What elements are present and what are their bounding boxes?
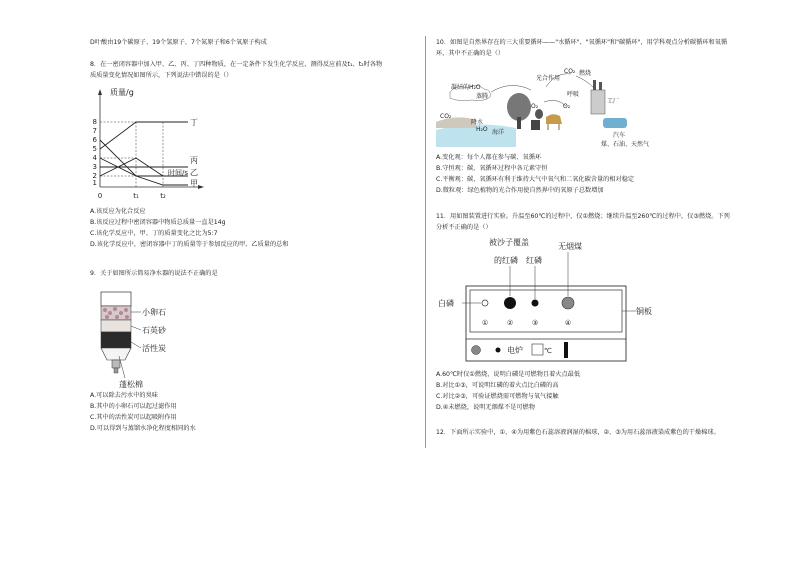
label-condensed-h2o: 凝结的H₂O	[451, 84, 481, 91]
y-axis-title: 质量/g	[110, 88, 134, 97]
q9-option-d: D.可以得到与蒸馏水净化程度相同的水	[90, 425, 196, 432]
top-line: D叶酸由19个碳原子、19个氢原子、7个氮原子和6个氧原子构成	[90, 39, 267, 46]
label-co2-left: CO₂	[440, 113, 452, 120]
q9-option-a: A.可以除去污水中的臭味	[90, 392, 158, 399]
label-electric-furnace: 电炉	[507, 346, 523, 355]
position-2: ②	[506, 319, 514, 327]
label-combustion: 燃烧	[579, 70, 592, 77]
filter-label-carbon: 活性炭	[142, 344, 166, 353]
x-tick-t1: t₁	[133, 192, 139, 200]
q11-option-d: D.④未燃烧，说明无烟煤不是可燃物	[436, 404, 535, 411]
q8-stem-line1: 8．在一密闭容器中加入甲、乙、丙、丁四种物质，在一定条件下发生化学反应，测得反应前及t₁、t₂时各物	[90, 61, 383, 68]
filter-label-cotton: 蓬松棉	[119, 380, 143, 389]
label-copper-plate: 铜板	[636, 307, 652, 316]
position-1: ①	[481, 319, 489, 327]
y-tick-7: 7	[92, 127, 97, 135]
q9-option-b: B.其中的小卵石可以起过滤作用	[90, 403, 177, 410]
label-sand-covered: 被沙子覆盖	[489, 238, 529, 247]
label-photosynthesis: 光合作用	[536, 75, 561, 82]
filter-label-sand: 石英砂	[142, 326, 166, 335]
x-axis-title: 时间/s	[168, 169, 189, 177]
q11-option-a: A.60℃时仅①燃烧，说明白磷是可燃物且着火点最低	[436, 371, 581, 378]
q10-stem-line1: 10．如图是自然界存在的三大重要循环——"水循环"、"氧循环"和"碳循环"，用学科观点分析碳循环和氧循	[436, 39, 728, 46]
q10-option-b: B.守恒观：碳、氧循环过程中各元素守恒	[436, 165, 548, 172]
y-tick-1: 1	[92, 179, 97, 187]
label-fossil-fuels: 煤、石油、天然气	[601, 141, 650, 147]
label-white-phosphorus: 白磷	[438, 299, 454, 308]
label-car: 汽车	[613, 132, 626, 139]
q10-option-a: A.变化观：每个人都在参与碳、氧循环	[436, 154, 542, 161]
series-label-ding: 丁	[190, 118, 198, 127]
q10-option-c: C.平衡观：碳、氧循环有利于维持大气中氧气和二氧化碳含量的相对稳定	[436, 176, 635, 183]
q8-option-b: B.该反应过程中密闭容器中物质总质量一直是14g	[90, 219, 226, 226]
label-anthracite: 无烟煤	[558, 242, 582, 251]
label-h2o-low: H₂O	[476, 126, 488, 133]
cycle-diagram	[436, 62, 661, 147]
label-factory: 工厂	[607, 98, 620, 105]
q11-option-b: B.对比①③，可说明红磷的着火点比白磷的高	[436, 382, 559, 389]
position-4: ④	[564, 319, 572, 327]
combustion-experiment-diagram	[436, 236, 666, 366]
water-filter-diagram	[95, 290, 205, 390]
filter-label-pebble: 小卵石	[142, 308, 166, 317]
label-respiration: 呼吸	[567, 91, 580, 98]
x-tick-t2: t₂	[160, 192, 166, 200]
q10-stem-line2: 环，其中不正确的是（）	[436, 50, 505, 57]
label-celsius: ℃	[544, 347, 552, 355]
y-tick-5: 5	[92, 145, 97, 153]
q8-option-d: D.该化学反应中，密闭容器中丁的质量等于参加反应的甲、乙质量的总和	[90, 241, 289, 248]
x-tick-0: 0	[97, 192, 103, 200]
q11-option-c: C.对比②③，可验证燃烧需可燃物与氧气接触	[436, 393, 559, 400]
y-tick-4: 4	[92, 154, 97, 162]
q8-option-c: C.该化学反应中，甲、丁的质量变化之比为5:7	[90, 230, 218, 237]
q9-option-c: C.其中的活性炭可以起吸附作用	[90, 414, 177, 421]
q10-option-d: D.微粒观：绿色植物的光合作用使自然界中的氧原子总数增加	[436, 187, 604, 194]
label-o2-left: O₂	[531, 103, 539, 110]
q8-mass-graph	[88, 84, 213, 204]
series-label-bing: 丙	[190, 156, 198, 165]
q11-stem-line1: 11．用如图装置进行实验。升温至60℃的过程中，仅①燃烧；继续升温至260℃的过程中，仅③燃烧。下列	[436, 213, 730, 220]
label-transpiration: 蒸腾	[476, 93, 489, 100]
label-co2-top: CO₂	[564, 68, 576, 75]
q11-stem-line2: 分析不正确的是（）	[436, 224, 492, 231]
series-label-yi: 乙	[190, 168, 198, 177]
label-red-phosphorus-covered: 的红磷	[494, 256, 518, 265]
y-tick-2: 2	[92, 172, 97, 180]
q8-stem-line2: 质质量变化情况如图所示，下列说法中错误的是（）	[90, 72, 233, 79]
position-3: ③	[531, 319, 539, 327]
column-divider	[425, 36, 426, 448]
label-o2-mid: O₂	[563, 103, 571, 110]
q9-stem: 9．关于如图所示简易净水器的说法不正确的是	[90, 270, 218, 277]
label-ocean: 海洋	[492, 129, 505, 136]
q12-stem: 12．下面所示实验中，①、④为用紫色石蕊溶液润湿的棉球，②、③为用石蕊溶液染成紫色的干燥棉球。	[436, 429, 720, 436]
y-tick-8: 8	[92, 118, 97, 126]
y-tick-3: 3	[92, 163, 97, 171]
label-precipitation: 降水	[471, 119, 484, 126]
label-red-phosphorus: 红磷	[526, 256, 542, 265]
series-label-jia: 甲	[190, 179, 198, 188]
q8-option-a: A.该反应为化合反应	[90, 208, 146, 215]
y-tick-6: 6	[92, 136, 97, 144]
